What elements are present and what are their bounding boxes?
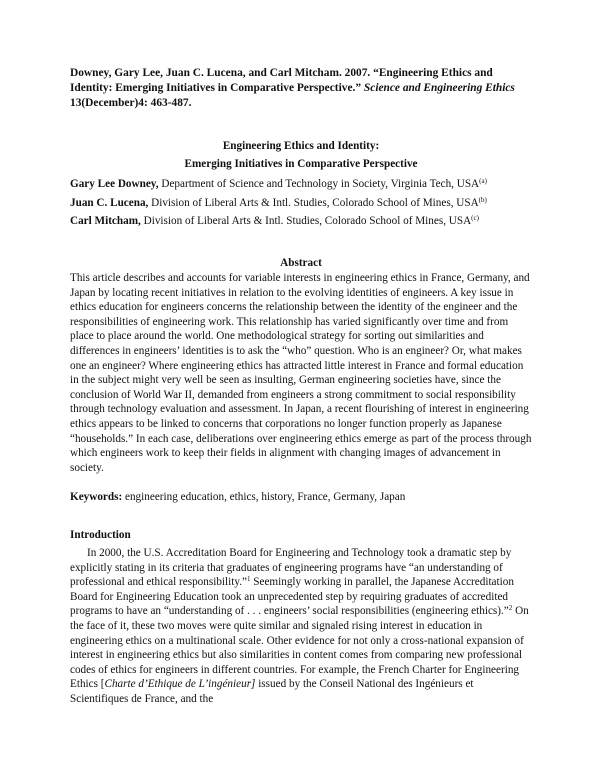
affiliation-mark: (c) (471, 214, 479, 222)
abstract-body: This article describes and accounts for variable interests in engineering ethics in France, Germany, and Japan by locating recent initiatives in relation to the evolving identities of engineers. A key issue in ethics education for engineers concerns the relationship between the identity of the engineer and the responsibilities of engineering work. This relationship has varied significantly over time and from place to place around the world. One methodological strategy for sorting out similarities and differences in engineers’ identities is to ask the “who” question. Who is an engineer? Or, what makes one an engineer? Where engineering ethics has attracted little interest in France and formal education in the subject might very well be seen as insulting, German engineering societies have, since the conclusion of World War II, demanded from engineers a strong commitment to social responsibility through technology evaluation and assessment. In Japan, a recent flourishing of interest in engineering ethics appears to be linked to concerns that corporations no longer function properly as Japanese “households.” In each case, deliberations over engineering ethics emerge as part of the process through which engineers work to keep their fields in alignment with changing images of advancement in society. (70, 272, 532, 474)
author-line-lucena (70, 196, 550, 210)
citation-journal: Science and Engineering Ethics (363, 82, 515, 94)
author-affiliation: Division of Liberal Arts & Intl. Studies, Colorado School of Mines, USA (143, 215, 472, 227)
keywords (70, 490, 532, 505)
paper-title-line-1: Engineering Ethics and Identity: (222, 140, 380, 152)
keywords-text: engineering education, ethics, history, France, Germany, Japan (125, 491, 406, 503)
citation (70, 66, 532, 111)
author-name: Carl Mitcham, (70, 215, 141, 227)
keywords-label: Keywords: (70, 491, 123, 503)
introduction-heading: Introduction (70, 529, 131, 541)
affiliation-mark: (b) (478, 196, 487, 204)
author-affiliation: Department of Science and Technology in Society, Virginia Tech, USA (161, 178, 480, 190)
citation-authors-year: Downey, Gary Lee, Juan C. Lucena, and Carl Mitcham. 2007. (70, 67, 371, 79)
paper-title-line-2: Emerging Initiatives in Comparative Perspective (184, 158, 418, 170)
intro-text-5: issued by the Conseil National des Ingénieurs et Scientifiques de France, and the (70, 678, 474, 705)
intro-text-1: In 2000, the U.S. Accreditation Board for Engineering and Technology took a dramatic step by explicitly stating in its criteria that graduates of engineering programs have “an understanding of professional and ethical responsibility.” (70, 547, 512, 589)
intro-charter-name: Charte d’Ethique de L’ingénieur] (104, 678, 256, 691)
author-line-mitcham (70, 214, 550, 228)
footnote-ref-2[interactable]: 2 (508, 604, 513, 613)
intro-text-2: Seemingly working in parallel, the Japanese Accreditation Board for Engineering Education took an unprecedented step by requiring graduates of accredited programs to have an “understanding of . . . engineers’ social responsibilities (engineering ethics).” (70, 576, 514, 618)
introduction-body (70, 546, 532, 707)
affiliation-mark: (a) (479, 177, 487, 185)
author-name: Gary Lee Downey, (70, 178, 159, 190)
footnote-ref-1[interactable]: 1 (246, 575, 251, 584)
abstract-heading: Abstract (280, 257, 322, 269)
citation-article-title: “Engineering Ethics and Identity: Emerging Initiatives in Comparative Perspective.” (70, 67, 493, 94)
intro-text-3: On the face of it, these two moves were quite similar and signaled rising interest in education in engineering ethics on a multinational scale. Other evidence for not only a cross-national expansion of interest in engineering ethics but also similarities in content comes from comparing new professional codes of ethics for engineers in different countries. For example, the French Charter for Engineering Ethics [ (70, 605, 529, 691)
author-line-downey (70, 177, 550, 191)
citation-volume: 13(December)4: 463-487. (70, 97, 192, 109)
author-name: Juan C. Lucena, (70, 197, 149, 209)
author-affiliation: Division of Liberal Arts & Intl. Studies, Colorado School of Mines, USA (151, 197, 479, 209)
